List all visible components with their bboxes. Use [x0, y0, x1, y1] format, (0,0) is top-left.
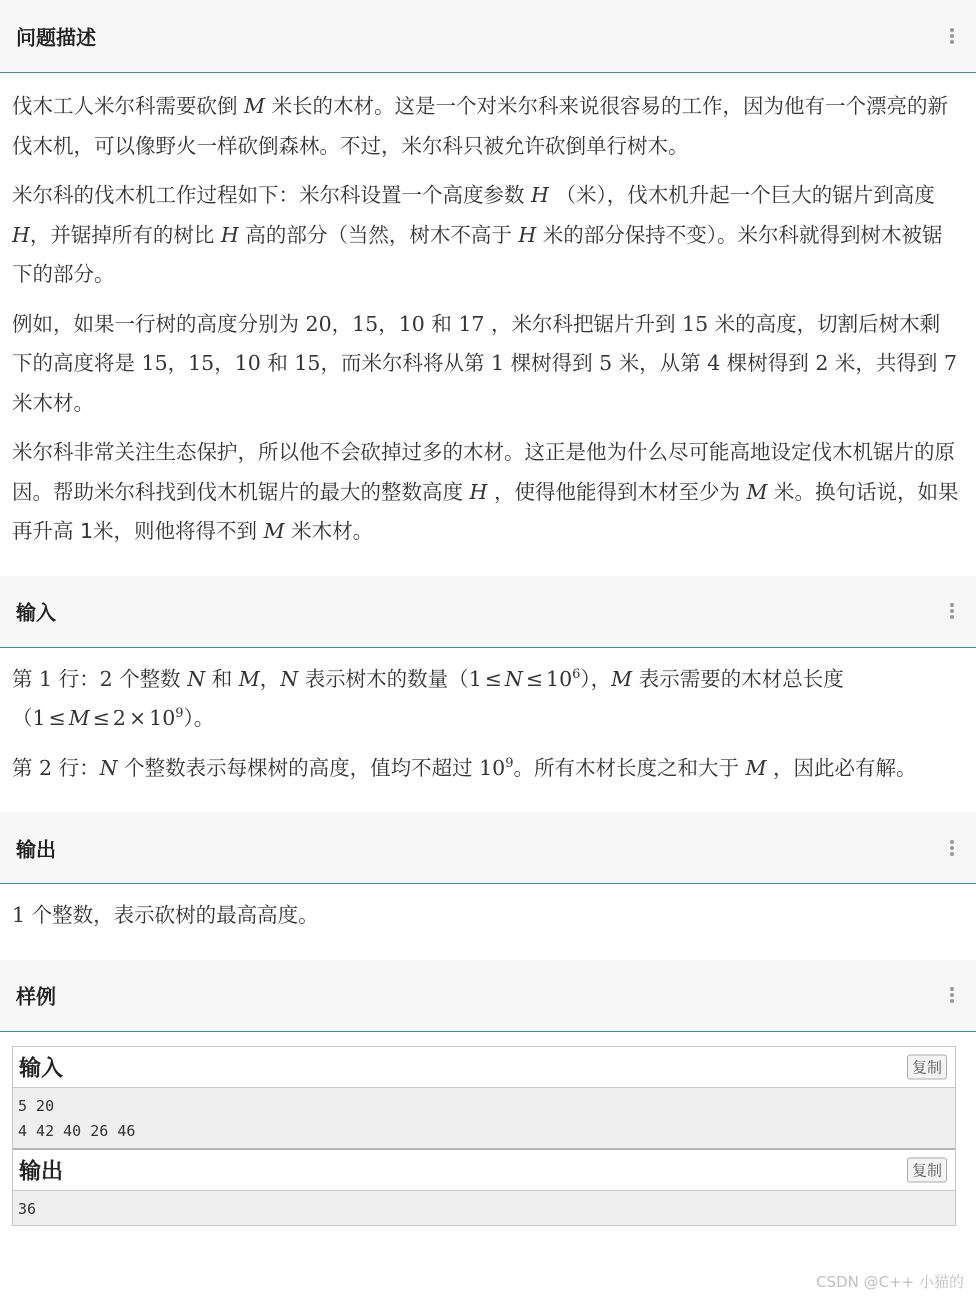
copy-output-button[interactable]: 复制: [907, 1157, 947, 1182]
sample-input-code[interactable]: [13, 1088, 955, 1150]
copy-input-button[interactable]: 复制: [907, 1054, 947, 1079]
output-header: [0, 812, 976, 884]
description-title: 问题描述: [16, 25, 96, 50]
output-menu-icon[interactable]: [950, 840, 954, 856]
input-body: [0, 648, 976, 813]
input-paragraph-1: 第 1 行：2 个整数 N 和 M，N 表示树木的数量$(1 \le N \le 10^6)$，M 表示需要的木材总长度$(1 \le M \le 2 \times 10^9)$。: [12, 666, 844, 730]
description-paragraph-2: 米尔科的伐木机工作过程如下：米尔科设置一个高度参数 H （米），伐木机升起一个巨大的锯片到高度 H，并锯掉所有的树比 H 高的部分（当然，树木不高于 H 米的部分保持不变）。米尔科就得到树木被锯下的部分。: [12, 183, 943, 286]
output-title: 输出: [16, 837, 56, 861]
output-paragraph-1: 1 个整数，表示砍树的最高高度。: [12, 903, 319, 927]
sample-input-head: [13, 1047, 955, 1088]
input-title: 输入: [16, 600, 56, 625]
description-paragraph-1: 伐木工人米尔科需要砍倒 M 米长的木材。这是一个对米尔科来说很容易的工作，因为他有一个漂亮的新伐木机，可以像野火一样砍倒森林。不过，米尔科只被允许砍倒单行树木。: [12, 94, 949, 158]
sample-input-label: 输入: [19, 1056, 64, 1081]
input-header: [0, 576, 976, 648]
sample-output-code[interactable]: [13, 1191, 955, 1225]
sample-title: 样例: [16, 984, 56, 1009]
sample-header: [0, 960, 976, 1032]
sample-output-head: [13, 1150, 955, 1191]
watermark: CSDN @C++ 小猫的: [816, 1273, 964, 1291]
output-body: [0, 884, 976, 960]
input-paragraph-2: 第 2 行：N 个整数表示每棵树的高度，值均不超过 $10^9$。所有木材长度之和大于 M ，因此必有解。: [12, 755, 917, 780]
sample-input-line: 5 20: [18, 1096, 55, 1115]
description-menu-icon[interactable]: [950, 28, 954, 44]
description-paragraph-4: 米尔科非常关注生态保护，所以他不会砍掉过多的木材。这正是他为什么尽可能高地设定伐木机锯片的原因。帮助米尔科找到伐木机锯片的最大的整数高度 H ，使得他能得到木材至少为 M 米。换句话说，如果再升高 1米，则他将得不到 M 米木材。: [12, 440, 959, 543]
description-paragraph-3: 例如，如果一行树的高度分别为 20，15，10 和 17 ，米尔科把锯片升到 15 米的高度，切割后树木剩下的高度将是 15，15，10 和 15，而米尔科将从第 1 棵树得到 5 米，从第 4 棵树得到 2 米，共得到 7 米木材。: [12, 311, 957, 415]
sample-output-label: 输出: [19, 1159, 64, 1184]
description-header: [0, 0, 976, 73]
sample-box: [12, 1046, 956, 1226]
sample-menu-icon[interactable]: [950, 987, 954, 1003]
input-menu-icon[interactable]: [950, 603, 954, 619]
sample-body: [0, 1032, 976, 1226]
description-body: [0, 73, 976, 576]
sample-input-line: 4 42 40 26 46: [18, 1121, 136, 1140]
sample-output-line: 36: [18, 1199, 37, 1218]
